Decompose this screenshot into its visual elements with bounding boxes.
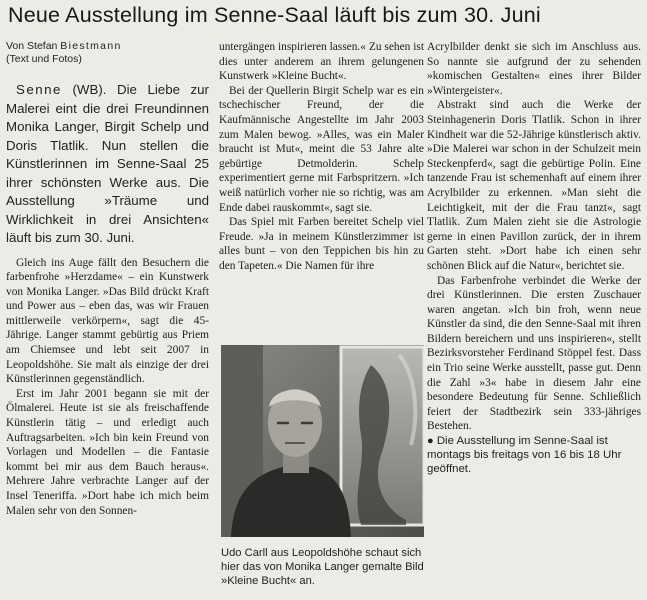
byline-credit: (Text und Fotos) — [6, 53, 82, 65]
paragraph: Das Farbenfrohe verbindet die Werke der drei Künstlerinnen. Die ersten Zuschauer waren angetan. »Ich bin froh, wenn neue Künstler da sind, die den Senne-Saal mit ihren Bildern bereichern und uns inspirieren«, stellt Bezirksvorsteher Ferdinand Stöppel fest. Dass ein Trio seine Werke ausstellt, passe gut. Denn die Zahl »3« habe in diesem Jahr eine besondere Bedeutung für Senne. Schließlich feiert der Stadtbezirk sein 333-jähriges Bestehen. — [427, 274, 641, 433]
article-column-2 — [219, 40, 424, 274]
lead-text: (WB). Die Liebe zur Malerei eint die drei Freundinnen Monika Langer, Birgit Schelp und Doris Tlatlik. Nun stellen die Künstlerinnen im Senne-Saal 25 ihrer schönsten Werke aus. Die Ausstellung »Träume und Wirklichkeit in drei Ansichten« läuft bis zum 30. Juni. — [6, 82, 209, 245]
paragraph: untergängen inspirieren lassen.« Zu sehen ist dies unter anderem an ihrem gelungenen Kunstwerk »Kleine Bucht«. — [219, 41, 424, 83]
info-text: Die Ausstellung im Senne-Saal ist montags bis freitags von 16 bis 18 Uhr geöffnet. — [427, 435, 622, 476]
byline-author: Biestmann — [60, 40, 122, 52]
column-1-body — [6, 256, 209, 519]
paragraph: Bei der Quellerin Birgit Schelp war es ein tschechischer Freund, der die Kaufmännische Angestellte im Jahr 2003 zum Malen bewog. »Alles, was ein Maler braucht ist Mut«, meint die 53 Jahre alte gebürtige Detmolderin. Schelp experimentiert gerne mit Farbspritzern. »Ich weiß natürlich vorher nie so richtig, was am Ende dabei rauskommt«, sagt sie. — [219, 84, 424, 214]
article-column-3 — [427, 40, 641, 477]
paragraph: Abstrakt sind auch die Werke der Steinhagenerin Doris Tlatlik. Schon in ihrer Kindheit war die 52-Jährige künstlerisch aktiv. »Die Malerei war schon in der Schulzeit mein Steckenpferd«, sagt die gebürtige Polin. Eine tanzende Frau ist schemenhaft auf einem ihrer Acrylbilder zu erkennen. »Man sieht die Leichtigkeit, mit der die Frau tanzt«, sagt Tlatlik. Zum Malen zieht sie die Astrologie gerne in einen Pavillon zurück, der in ihrem Garten steht. »Dort habe ich einen sehr schönen Blick auf die Natur«, berichtet sie. — [427, 99, 641, 272]
article-photo — [221, 345, 424, 537]
paragraph: Gleich ins Auge fällt den Besuchern die farbenfrohe »Herzdame« – ein Kunstwerk von Monika Langer. »Das Bild drückt Kraft und Power aus – eben das, was wir Frauen mittlerweile verkörpern«, sagt die 45-Jährige. Langer stammt gebürtig aus Priem am Chiemsee und lebt seit 2007 in Leopoldshöhe. Sie malt als einzige der drei Künstlerinnen gegenständlich. — [6, 256, 209, 386]
article-column-1 — [6, 40, 209, 518]
info-box — [427, 434, 641, 477]
paragraph: Das Spiel mit Farben bereitet Schelp viel Freude. »Ja in meinem Künstlerzimmer ist alles bunt – von den Teppichen bis hin zu den Tapeten.« Die Namen für ihre — [219, 216, 424, 272]
column-2-body — [219, 40, 424, 274]
byline-prefix: Von Stefan — [6, 40, 61, 52]
lead-paragraph — [6, 81, 209, 248]
photo-caption: Udo Carll aus Leopoldshöhe schaut sich hier das von Monika Langer gemalte Bild »Kleine Bucht« an. — [221, 547, 424, 588]
photo-illustration — [221, 345, 424, 537]
paragraph: Acrylbilder denkt sie sich im Anschluss aus. So nannte sie aufgrund der zu sehenden »komischen Gestalten« eines ihrer Bilder »Wintergeister«. — [427, 41, 641, 97]
dateline-place: Senne — [16, 82, 62, 97]
article-headline: Neue Ausstellung im Senne-Saal läuft bis zum 30. Juni — [8, 3, 541, 27]
paragraph: Erst im Jahr 2001 begann sie mit der Ölmalerei. Heute ist sie als freischaffende Künstlerin tätig – und erledigt auch Auftragsarbeiten. »Ich bin kein Freund von Vorlagen und Modellen – die Fantasie kommt bei mir aus dem Bauch heraus«. Mehrere Jahre verbrachte Langer auf der Insel Teneriffa. »Dort habe ich mich beim Malen sehr von den Sonnen- — [6, 387, 209, 517]
byline — [6, 40, 209, 66]
column-3-body — [427, 40, 641, 434]
bullet-icon: ● — [427, 435, 434, 448]
